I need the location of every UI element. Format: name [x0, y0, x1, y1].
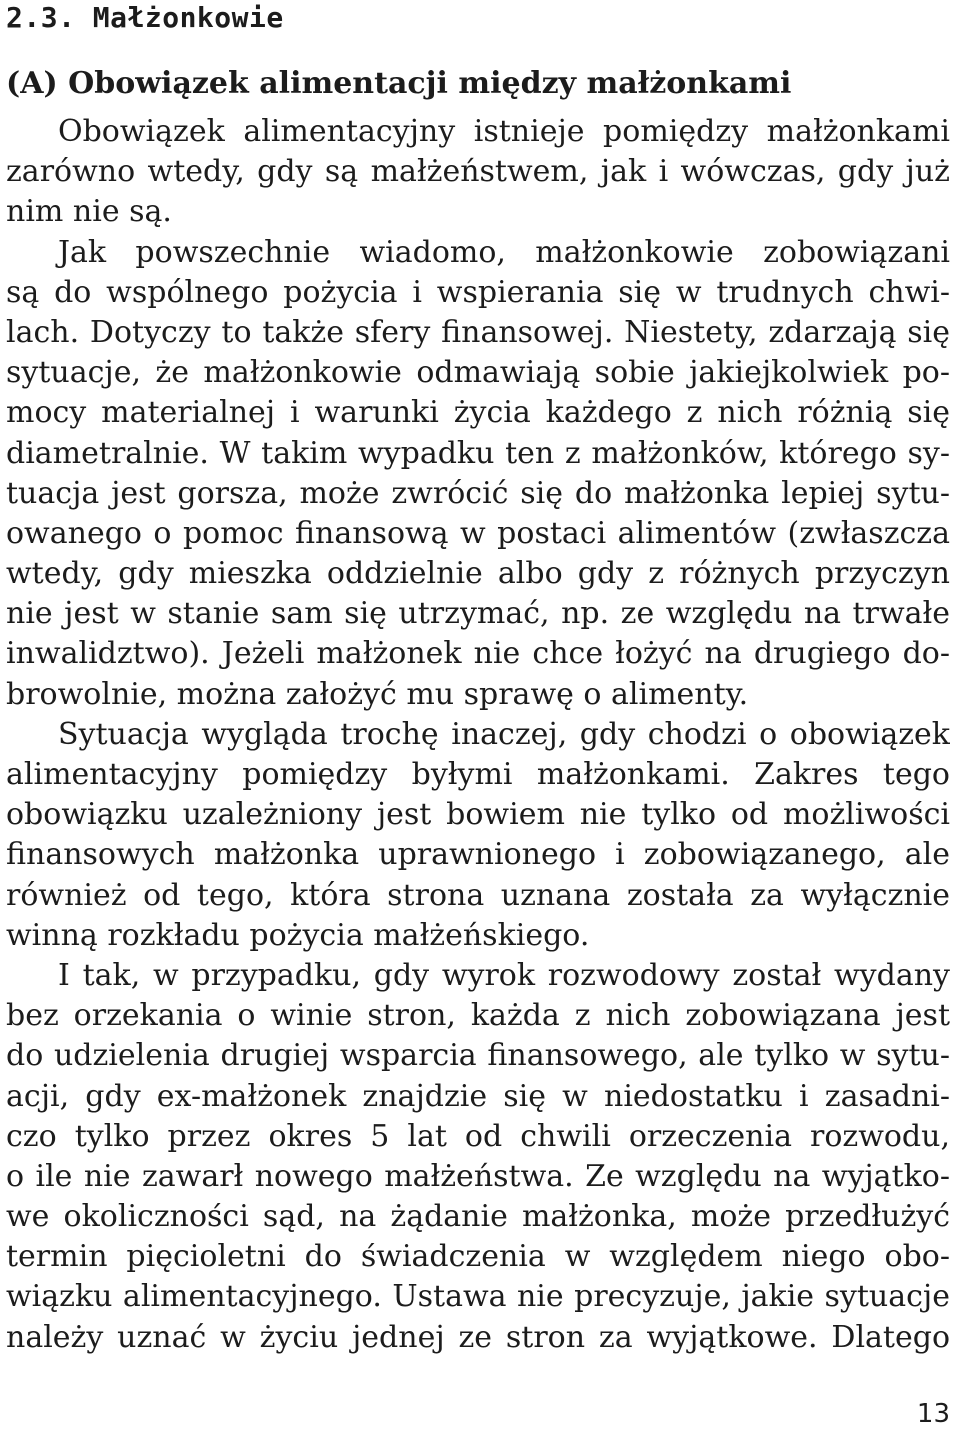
text-line: sytuacje, że małżonkowie odmawiają sobie jakiejkolwiek po-: [6, 355, 950, 391]
text-line: bez orzekania o winie stron, każda z nich zobowiązana jest: [6, 998, 950, 1034]
page-number: 13: [916, 1399, 950, 1429]
text-line: o ile nie zawarł nowego małżeństwa. Ze względu na wyjątko-: [6, 1158, 950, 1194]
text-line: należy uznać w życiu jednej ze stron za wyjątkowe. Dlatego: [6, 1319, 950, 1355]
text-line: nie jest w stanie sam się utrzymać, np. ze względu na trwałe: [6, 596, 950, 632]
text-line: zarówno wtedy, gdy są małżeństwem, jak i wówczas, gdy już: [6, 154, 950, 190]
paragraph-4: [6, 956, 950, 1358]
text-line: acji, gdy ex-małżonek znajdzie się w niedostatku i zasadni-: [6, 1078, 950, 1114]
text-line: mocy materialnej i warunki życia każdego z nich różnią się: [6, 395, 950, 431]
text-line: wiązku alimentacyjnego. Ustawa nie precyzuje, jakie sytuacje: [6, 1279, 950, 1315]
text-line: owanego o pomoc finansową w postaci alimentów (zwłaszcza: [6, 515, 950, 551]
text-line: diametralnie. W takim wypadku ten z małżonków, którego sy-: [6, 435, 950, 471]
text-line: finansowych małżonka uprawnionego i zobowiązanego, ale: [6, 837, 950, 873]
text-line: we okoliczności sąd, na żądanie małżonka, może przedłużyć: [6, 1199, 950, 1235]
text-line: wtedy, gdy mieszka oddzielnie albo gdy z różnych przyczyn: [6, 556, 950, 592]
subsection-heading: (A) Obowiązek alimentacji między małżonkami: [6, 66, 792, 101]
text-line: termin pięcioletni do świadczenia w względem niego obo-: [6, 1239, 950, 1275]
text-line: nim nie są.: [6, 194, 172, 230]
text-line: tuacja jest gorsza, może zwrócić się do małżonka lepiej sytu-: [6, 475, 950, 511]
body-text: [6, 112, 950, 1358]
paragraph-2: [6, 233, 950, 715]
text-line: są do wspólnego pożycia i wspierania się w trudnych chwi-: [6, 274, 950, 310]
text-line: winną rozkładu pożycia małżeńskiego.: [6, 917, 590, 953]
text-line: Sytuacja wygląda trochę inaczej, gdy chodzi o obowiązek: [58, 716, 950, 752]
text-line: obowiązku uzależniony jest bowiem nie tylko od możliwości: [6, 797, 950, 833]
text-line: lach. Dotyczy to także sfery finansowej. Niestety, zdarzają się: [6, 314, 950, 350]
text-line: Obowiązek alimentacyjny istnieje pomiędzy małżonkami: [58, 114, 950, 149]
paragraph-1: [6, 112, 950, 233]
text-line: również od tego, która strona uznana została za wyłącznie: [6, 877, 950, 913]
text-line: do udzielenia drugiej wsparcia finansowego, ale tylko w sytu-: [6, 1038, 950, 1074]
text-line: alimentacyjny pomiędzy byłymi małżonkami. Zakres tego: [6, 757, 950, 792]
section-heading: 2.3. Małżonkowie: [6, 1, 284, 34]
text-line: I tak, w przypadku, gdy wyrok rozwodowy został wydany: [58, 957, 950, 993]
text-line: Jak powszechnie wiadomo, małżonkowie zobowiązani: [58, 234, 950, 270]
text-line: czo tylko przez okres 5 lat od chwili orzeczenia rozwodu,: [6, 1118, 950, 1154]
paragraph-3: [6, 715, 950, 956]
text-line: inwalidztwo). Jeżeli małżonek nie chce łożyć na drugiego do-: [6, 636, 950, 672]
text-line: browolnie, można założyć mu sprawę o alimenty.: [6, 676, 749, 712]
